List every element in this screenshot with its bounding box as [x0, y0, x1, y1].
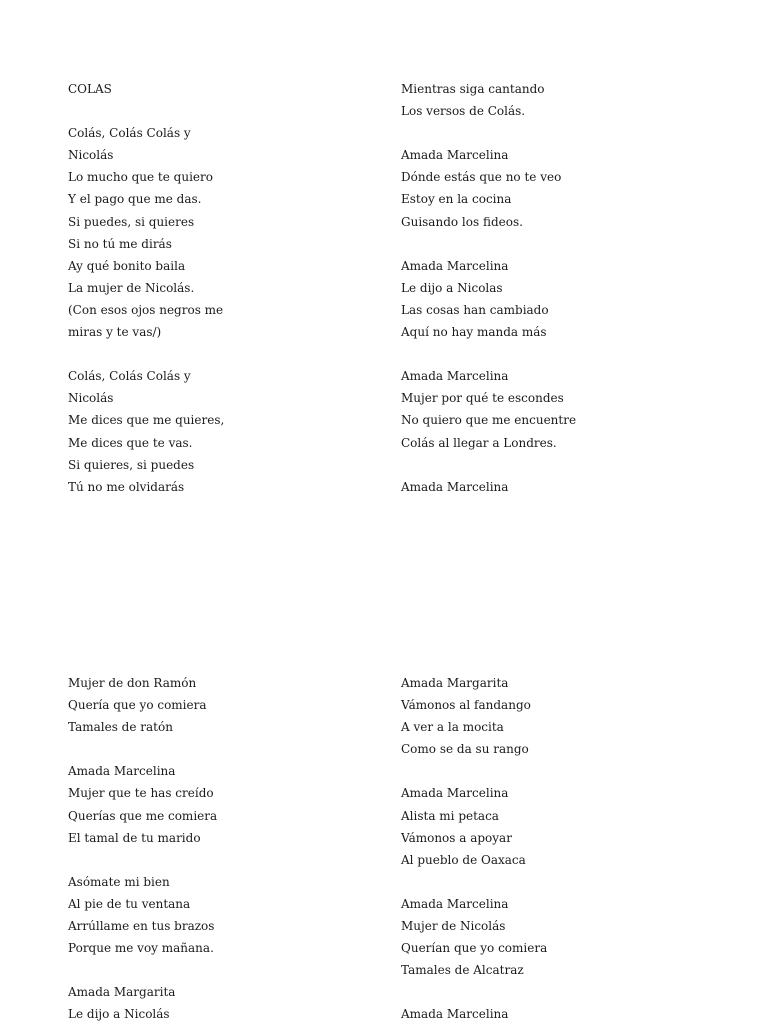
lyric-line: El tamal de tu marido: [68, 830, 201, 845]
lyric-line: Amada Marcelina: [401, 786, 509, 801]
stanza-break: [401, 760, 547, 782]
lyric-line: Nicolás: [68, 391, 114, 406]
lyric-line: Lo mucho que te quiero: [68, 170, 213, 185]
stanza-break: [401, 871, 547, 893]
lyric-line: Colás, Colás Colás y: [68, 126, 191, 141]
lyric-line: Amada Marcelina: [401, 369, 509, 384]
lyric-line: Mujer por qué te escondes: [401, 391, 564, 406]
song-title: COLAS: [68, 82, 112, 96]
lyric-line: Los versos de Colás.: [401, 104, 526, 119]
lyric-line: Colás, Colás Colás y: [68, 369, 191, 384]
lyric-line: Querían que yo comiera: [401, 941, 548, 956]
lyric-line: Dónde estás que no te veo: [401, 170, 562, 185]
stanza-break: [68, 100, 224, 122]
lyric-line: Me dices que te vas.: [68, 435, 193, 450]
lyric-line: Si quieres, si puedes: [68, 457, 195, 472]
lyric-line: Mujer de Nicolás: [401, 919, 506, 934]
lyric-line: Amada Margarita: [401, 676, 509, 690]
lyric-line: Asómate mi bien: [68, 874, 170, 889]
lyric-line: Si puedes, si quieres: [68, 214, 195, 229]
lyrics-column-top-left: [68, 78, 224, 498]
lyric-line: (Con esos ojos negros me: [68, 302, 224, 317]
lyric-line: Quería que yo comiera: [68, 698, 207, 713]
lyric-line: Guisando los fideos.: [401, 214, 523, 229]
lyric-line: Le dijo a Nicolas: [401, 280, 503, 295]
stanza-break: [401, 233, 576, 255]
lyric-line: Amada Marcelina: [401, 479, 509, 494]
lyric-line: Las cosas han cambiado: [401, 302, 549, 317]
lyric-line: Ay qué bonito baila: [68, 258, 186, 273]
stanza-break: [68, 343, 224, 365]
lyric-line: Al pueblo de Oaxaca: [401, 852, 526, 867]
lyric-line: Amada Marcelina: [68, 764, 176, 779]
stanza-break: [68, 738, 217, 760]
lyric-line: Tamales de ratón: [68, 720, 173, 735]
stanza-break: [401, 122, 576, 144]
lyric-line: Tamales de Alcatraz: [401, 963, 524, 978]
lyric-line: Vámonos a apoyar: [401, 830, 512, 845]
lyrics-column-top-right: [401, 78, 576, 498]
lyric-line: Mujer que te has creído: [68, 786, 214, 801]
lyric-line: Me dices que me quieres,: [68, 413, 225, 428]
lyric-line: No quiero que me encuentre: [401, 413, 577, 428]
lyric-line: Amada Margarita: [68, 985, 176, 1000]
lyric-line: A ver a la mocita: [401, 720, 504, 735]
stanza-break: [401, 454, 576, 476]
lyric-line: Mientras siga cantando: [401, 82, 545, 96]
lyrics-column-bottom-left: [68, 672, 217, 1026]
lyric-line: Tú no me olvidarás: [68, 479, 185, 494]
stanza-break: [68, 959, 217, 981]
lyric-line: Estoy en la cocina: [401, 192, 512, 207]
lyric-line: Alista mi petaca: [401, 808, 499, 823]
lyric-line: Al pie de tu ventana: [68, 896, 191, 911]
lyric-line: Querías que me comiera: [68, 808, 218, 823]
lyric-line: Amada Marcelina: [401, 148, 509, 163]
lyric-line: Amada Marcelina: [401, 896, 509, 911]
lyric-line: Aquí no hay manda más: [401, 325, 547, 340]
lyrics-column-bottom-right: [401, 672, 547, 1026]
lyric-line: Vámonos al fandango: [401, 698, 531, 713]
stanza-break: [401, 343, 576, 365]
lyric-line: Y el pago que me das.: [68, 192, 202, 207]
lyric-line: Nicolás: [68, 148, 114, 163]
lyric-line: Colás al llegar a Londres.: [401, 435, 557, 450]
lyric-line: Si no tú me dirás: [68, 236, 172, 251]
lyric-line: Mujer de don Ramón: [68, 676, 197, 690]
lyric-line: La mujer de Nicolás.: [68, 280, 195, 295]
stanza-break: [68, 849, 217, 871]
lyric-line: Arrúllame en tus brazos: [68, 919, 215, 934]
lyric-line: Le dijo a Nicolás: [68, 1007, 170, 1022]
lyric-line: Como se da su rango: [401, 742, 529, 757]
lyric-line: Amada Marcelina: [401, 258, 509, 273]
lyric-line: miras y te vas/): [68, 325, 162, 340]
lyric-line: Porque me voy mañana.: [68, 941, 214, 956]
stanza-break: [401, 981, 547, 1003]
lyric-line: Amada Marcelina: [401, 1007, 509, 1022]
